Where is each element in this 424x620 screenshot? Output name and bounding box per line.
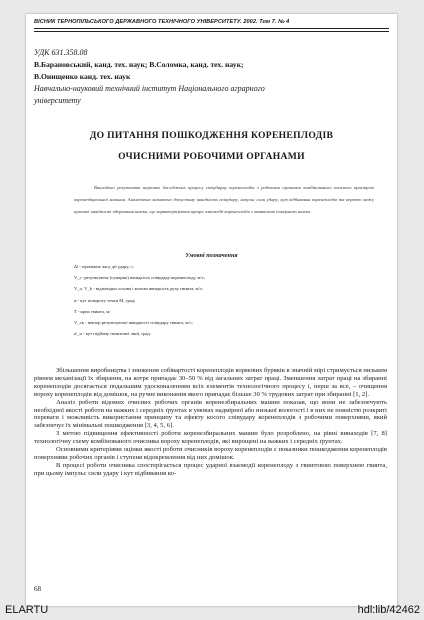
header-rule [34,28,389,29]
notation-title: Умовні позначення [185,252,238,259]
paper-title-line-2: ОЧИСНИМИ РОБОЧИМИ ОРГАНАМИ [118,151,305,162]
footer-handle-link[interactable]: hdl:lib/42462 [357,604,420,616]
body-paragraph: В процесі роботи очисника спостерігається процес ударної взаємодії коренеплоду з гвинтовою поверхнею гвинта, при цьому імпульс сили удару і кут відбивання ко- [34,461,387,477]
journal-header: ВІСНИК ТЕРНОПІЛЬСЬКОГО ДЕРЖАВНОГО ТЕХНІЧНОГО УНІВЕРСИТЕТУ. 2002. Том 7. № 4 [34,19,290,25]
paper-title-line-1: ДО ПИТАННЯ ПОШКОДЖЕННЯ КОРЕНЕПЛОДІВ [89,130,334,141]
notation-item: α - кут повороту точки М, град; [74,297,136,303]
authors-line-2: В.Онищенко канд. тех. наук [34,72,131,81]
header-rule-thin [34,31,389,32]
body-paragraph: З метою підвищення ефективності роботи коренезбиральних машин було розроблено, на рівні винаходів [7, 8] технологічну схему комбінованого очисника вороху коренеплодів, які вирощені на важких і середніх ґрунтах. [34,430,387,446]
authors-line-1: В.Барановський, канд. тех. наук; В.Соломка, канд. тех. наук; [34,60,244,69]
institute-line-2: університету [34,96,81,105]
institute-line-1: Навчально-науковий технічний інститут Національного аграрного [34,84,265,93]
notation-item: α'_n - кут підйому гвинтової лінії, град. [74,331,152,337]
journal-page [26,14,397,606]
notation-item: V_ск - вектор результуючої швидкості співудару гвинта, м/с; [74,320,193,326]
notation-item: Δt - проміжок часу дії удару, с; [74,264,134,269]
footer-repository-label: ELARTU [5,604,49,616]
notation-item: T - крок гвинта, м; [74,308,111,314]
body-text [34,367,387,478]
notation-list [74,261,374,339]
page-number: 68 [34,585,41,593]
body-paragraph: Збільшення виробництва і зниження собівартості коренеплодів кормових буряків в значній мірі стримується низьким рівнем механізації їх збирання, на котре припадає 30–50 % від загальних затрат праці. Зменшення затрат праці на збиранні коренеплодів досягається подальшим удосконаленням всіх елементів технологічного процесу і, перш за все, – очищення вороху коренеплодів від домішок, на ручне виконання якого припадає більше 30 % трудових затрат при збиранні [1, 2]. [34,367,387,398]
notation-item: V_o, V_k - відповідно осьова і колова швидкість руху гвинта, м/с; [74,286,204,292]
body-paragraph: Аналіз роботи відомих очисних робочих органів коренезбиральних машин показав, що вони не забезпечують необхідної якості роботи на важких і середніх ґрунтах в умовах надмірної або низької вологості і в них не повністю розкриті переваги і можливість використання принципу та ефекту косого співудару коренеплодів з робочими поверхнями, який забезпечує їх мінімальні пошкодження [3, 4, 5, 6]. [34,398,387,430]
abstract: Викладено результати наукових досліджень процесу співударну коренеплодів з робочими органами комбінованого очисного пристрою коренезбиральної машини. Аналітично визначено допустиму швидкість співудару, імпульс сили удару, хут відбивання коренеплодів та вертою межу кутової швидкості обертання шнека, що характеризують процес взаємодії коренеплодів з гвинтовою поверхнею шнека. [74,185,374,214]
udk-code: УДК 631.358.08 [34,48,88,57]
notation-item: V_c -результуюча (сумарна) швидкість співудару коренеплоду, м/с; [74,275,206,281]
body-paragraph: Основними критеріями оцінки якості роботи очисників вороху коренеплодів є показники пошкодження коренеплодів поверхнями робочих органів і ступеня відокремлення від них домішок. [34,446,387,461]
